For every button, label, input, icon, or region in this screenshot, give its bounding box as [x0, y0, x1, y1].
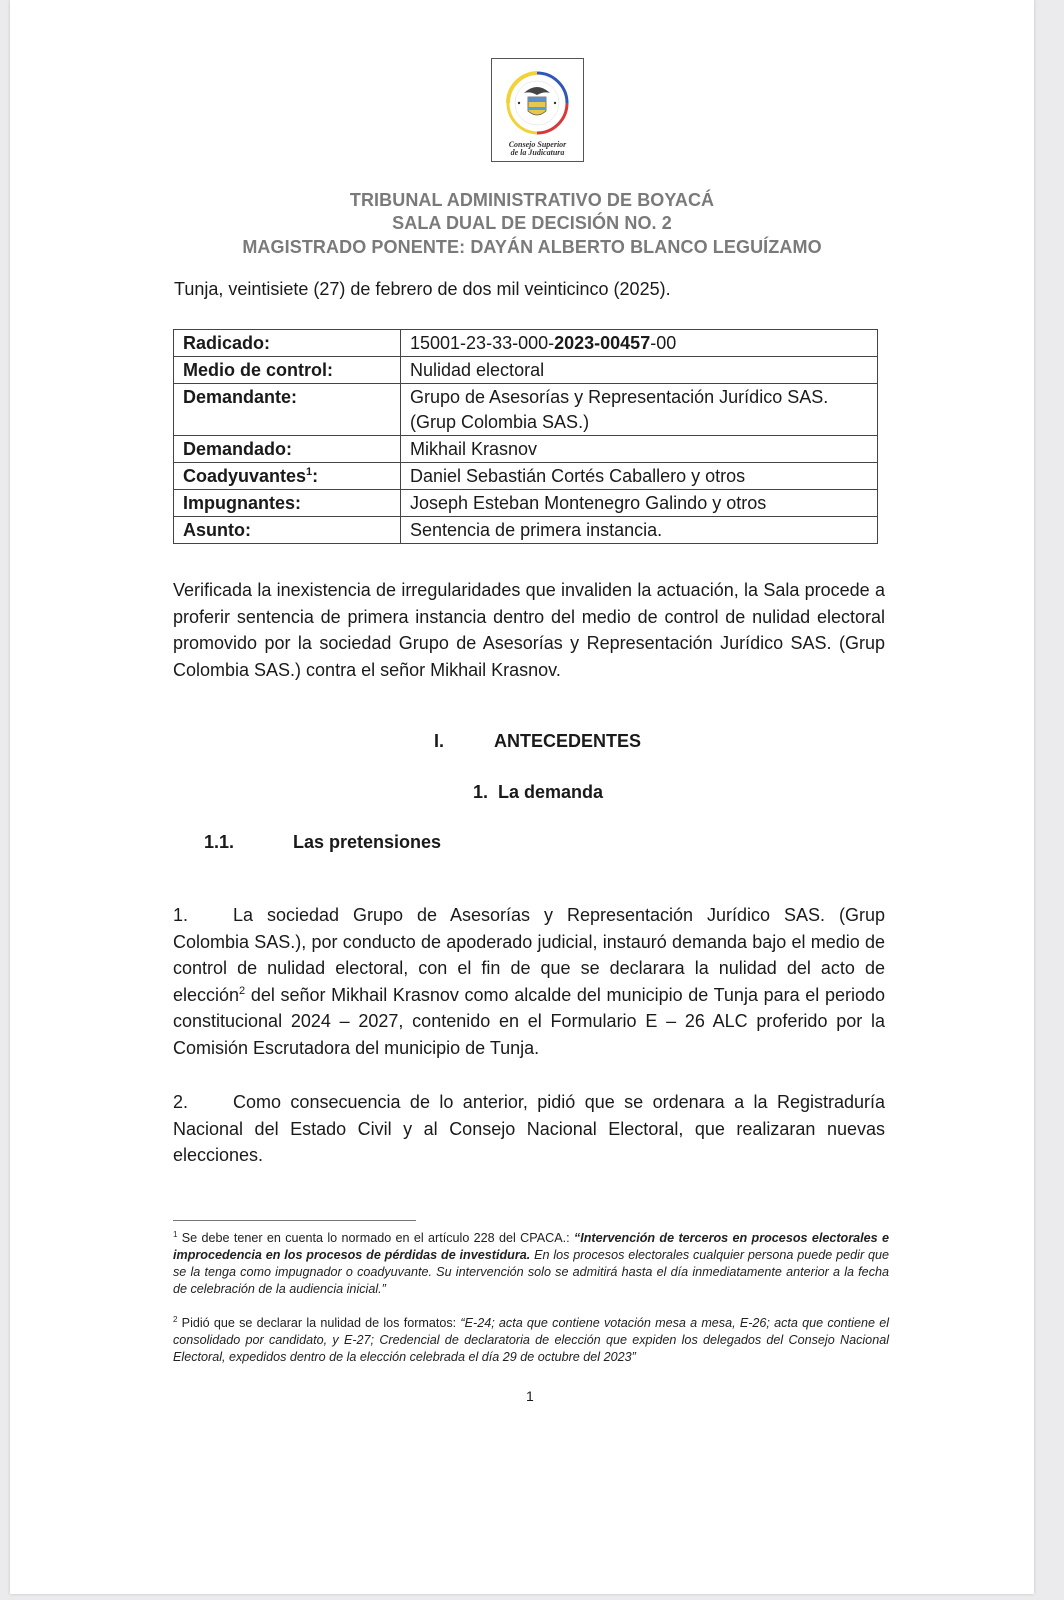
row-value: Nulidad electoral [401, 357, 878, 384]
plaintiff-alias: (Grup Colombia SAS.) [410, 412, 590, 432]
row-label: Medio de control: [174, 357, 401, 384]
row-label: Impugnantes: [174, 490, 401, 517]
label-text: Coadyuvantes [183, 466, 307, 486]
row-label: Radicado: [174, 330, 401, 357]
paragraph-text-cont: del señor Mikhail Krasnov como alcalde del municipio de Tunja para el periodo constitucional 2024 – 2027, contenido en el Formulario E – 26 ALC proferido por la Comisión Escrutadora del municipio de Tunja. [173, 984, 885, 1058]
section-title: ANTECEDENTES [494, 731, 642, 751]
row-label: Asunto: [174, 517, 401, 544]
label-colon: : [312, 466, 319, 486]
page-number: 1 [526, 1388, 534, 1404]
logo-line1: Consejo Superior [508, 140, 567, 149]
row-value: Daniel Sebastián Cortés Caballero y otros [401, 463, 878, 490]
subsubsection-number: 1.1. [204, 832, 235, 852]
paragraph-number: 1. [173, 905, 189, 925]
date-line: Tunja, veintisiete (27) de febrero de dos mil veinticinco (2025). [174, 279, 671, 299]
row-label: Demandado: [174, 436, 401, 463]
footnote-ref-1[interactable]: 1 [306, 466, 313, 478]
footnote-2 [173, 1315, 889, 1366]
paragraph-2 [173, 1089, 885, 1169]
chamber-name: SALA DUAL DE DECISIÓN NO. 2 [392, 213, 672, 233]
row-value: Sentencia de primera instancia. [401, 517, 878, 544]
table-row [174, 436, 878, 463]
footnote-text: Se debe tener en cuenta lo normado en el artículo 228 del CPACA.: [177, 1231, 574, 1245]
case-number-bold: 2023-00457 [554, 333, 651, 353]
subsubsection-heading [204, 832, 441, 853]
table-row [174, 463, 878, 490]
footnote-quote: “E-24; acta que contiene votación mesa a mesa, E-26; acta que contiene el consolidado por candidato, y E-27; Credencial de declaratoria de elección que expiden los delegados del Consejo Nacional Electoral, expedidos dentro de la elección celebrada el día 29 de octubre del 2023” [173, 1316, 890, 1364]
consejo-superior-logo [491, 58, 584, 162]
subsection-heading: 1. La demanda [473, 782, 604, 802]
table-row [174, 330, 878, 357]
table-row [174, 517, 878, 544]
row-label [174, 463, 401, 490]
row-value: Mikhail Krasnov [401, 436, 878, 463]
paragraph-text: La sociedad Grupo de Asesorías y Representación Jurídico SAS. (Grup Colombia SAS.), por conducto de apoderado judicial, instauró demanda bajo el medio de control de nulidad electoral, con el fin de que se declarara la nulidad del acto de elección [173, 905, 885, 1005]
case-number-prefix: 15001-23-33-000- [410, 333, 555, 353]
footnote-text: Pidió que se declarar la nulidad de los formatos: [177, 1316, 461, 1330]
table-row [174, 384, 878, 436]
row-value: Joseph Esteban Montenegro Galindo y otros [401, 490, 878, 517]
intro-paragraph: Verificada la inexistencia de irregularidades que invaliden la actuación, la Sala procede a proferir sentencia de primera instancia dentro del medio de control de nulidad electoral promovido por la sociedad Grupo de Asesorías y Representación Jurídico SAS. (Grup Colombia SAS.) contra el señor Mikhail Krasnov. [173, 580, 885, 680]
paragraph-1 [173, 902, 885, 1061]
footnote-1 [173, 1230, 889, 1298]
footnote-quote-title: “Intervención de terceros en procesos electorales e improcedencia en los procesos de pérdidas de investidura. [173, 1231, 889, 1262]
coat-of-arms-icon [492, 59, 583, 139]
row-label: Demandante: [174, 384, 401, 436]
row-value [401, 330, 878, 357]
paragraph-number: 2. [173, 1092, 189, 1112]
table-row [174, 357, 878, 384]
row-value [401, 384, 878, 436]
court-name: TRIBUNAL ADMINISTRATIVO DE BOYACÁ [349, 190, 715, 210]
footnote-ref-2[interactable]: 2 [239, 984, 246, 997]
section-roman-numeral: I. [434, 731, 445, 751]
footnote-separator [173, 1220, 416, 1221]
section-heading [434, 731, 641, 752]
footnote-quote: En los procesos electorales cualquier persona puede pedir que se la tenga como impugnador o coadyuvante. Su intervención solo se admitirá hasta el día inmediatamente anterior a la fecha de celebración de la audiencia inicial.” [173, 1247, 889, 1296]
footnote-number: 2 [173, 1314, 178, 1324]
footnote-number: 1 [173, 1229, 178, 1239]
plaintiff-name: Grupo de Asesorías y Representación Jurídico SAS. [410, 387, 829, 407]
case-number-suffix: -00 [650, 333, 677, 353]
magistrate-name: MAGISTRADO PONENTE: DAYÁN ALBERTO BLANCO LEGUÍZAMO [242, 237, 822, 257]
paragraph-text: Como consecuencia de lo anterior, pidió que se ordenara a la Registraduría Nacional del Estado Civil y al Consejo Nacional Electoral, que realizaran nuevas elecciones. [173, 1092, 885, 1165]
subsubsection-title: Las pretensiones [293, 832, 442, 852]
case-info-table [173, 329, 878, 544]
table-row [174, 490, 878, 517]
logo-line2: de la Judicatura [510, 148, 565, 157]
